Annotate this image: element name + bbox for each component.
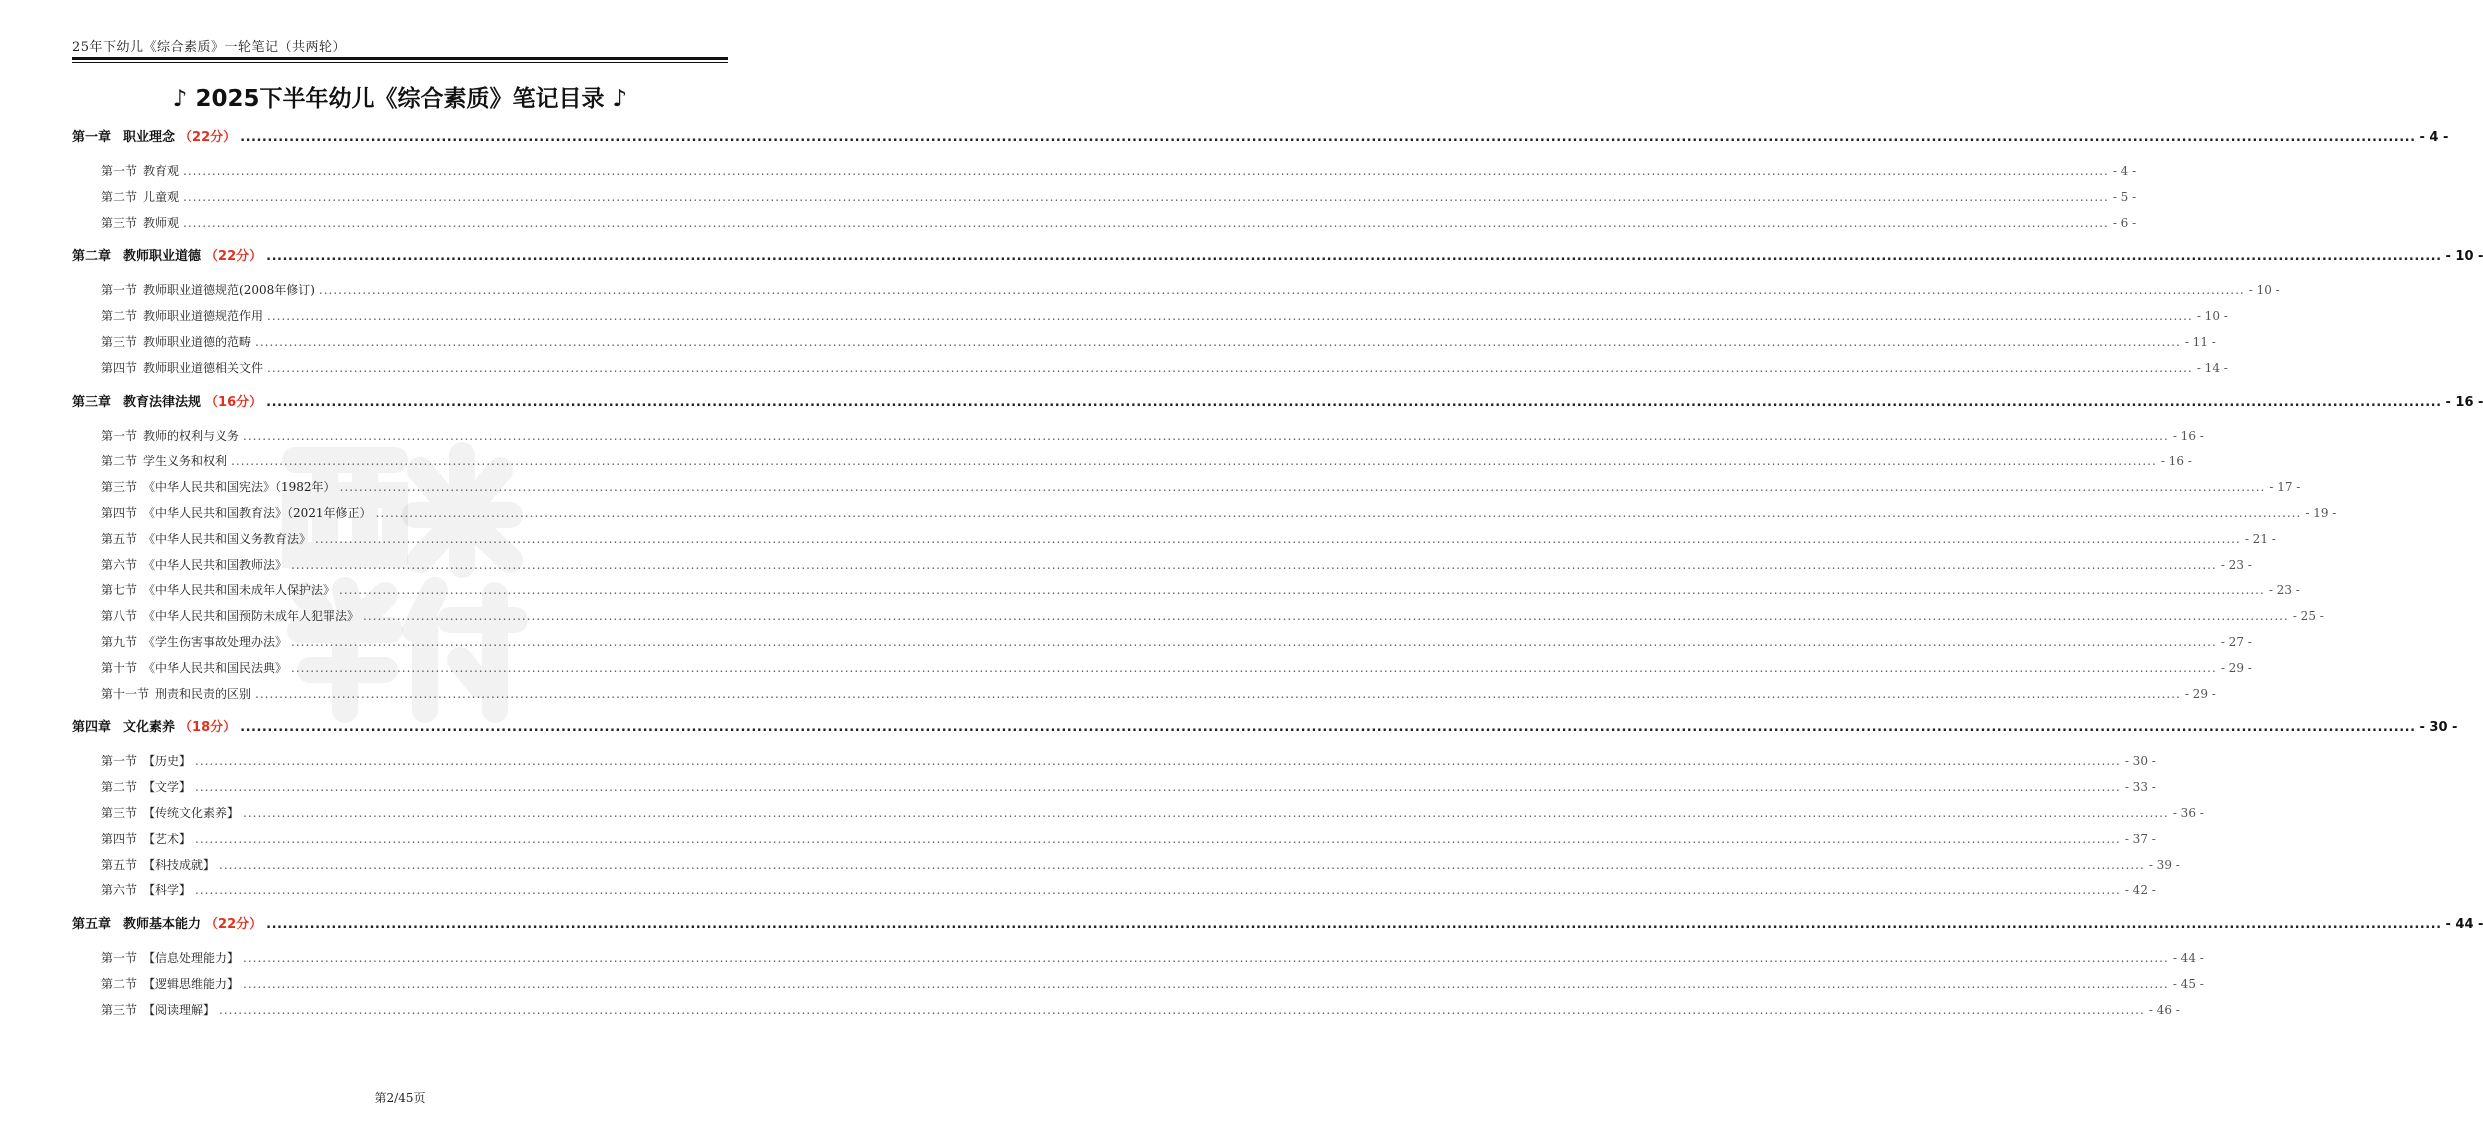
section-title: 【信息处理能力】 bbox=[143, 951, 240, 966]
section-title: 【科技成就】 bbox=[143, 857, 216, 872]
section-number: 第一节 bbox=[101, 428, 138, 443]
section-page-number: - 39 - bbox=[2148, 857, 2180, 872]
section-title: 【逻辑思维能力】 bbox=[143, 976, 240, 991]
section-page-number: - 29 - bbox=[2184, 686, 2216, 701]
dot-leader: ................................................................................................................................................................................................................................................................................................................................................................................................................ bbox=[267, 309, 2193, 324]
header-rule-thin bbox=[72, 62, 728, 63]
section-number: 第二节 bbox=[101, 189, 138, 204]
section-number: 第八节 bbox=[101, 609, 138, 624]
section-number: 第六节 bbox=[101, 557, 138, 572]
dot-leader: ................................................................................................................................................................................................................................................................................................................................................................................................................ bbox=[195, 831, 2121, 846]
dot-leader: ................................................................................................................................................................................................................................................................................................................................................................................................................ bbox=[195, 780, 2121, 795]
section-title: 教师观 bbox=[143, 215, 180, 230]
chapter-label bbox=[72, 913, 262, 932]
dot-leader: ................................................................................................................................................................................................................................................................................................................................................................................................................ bbox=[195, 754, 2121, 769]
section-page-number: - 21 - bbox=[2244, 531, 2276, 546]
chapter-title: 教育法律法规 bbox=[123, 394, 202, 410]
section-label bbox=[101, 581, 335, 598]
section-page-number: - 30 - bbox=[2124, 754, 2156, 769]
chapter-score: （22分） bbox=[205, 917, 263, 933]
section-label bbox=[101, 830, 191, 847]
chapter-page-number: - 4 - bbox=[2419, 130, 2449, 145]
toc-section-entry[interactable] bbox=[72, 188, 2137, 214]
section-number: 第四节 bbox=[101, 831, 138, 846]
section-label bbox=[101, 333, 251, 350]
toc-section-entry[interactable] bbox=[72, 427, 2204, 453]
chapter-title: 职业理念 bbox=[123, 130, 176, 145]
section-label bbox=[101, 188, 179, 205]
section-number: 第五节 bbox=[101, 531, 138, 546]
dot-leader: ................................................................................................................................................................................................................................................................................................................................................................................................................ bbox=[315, 531, 2241, 546]
chapter-page-number: - 44 - bbox=[2445, 917, 2483, 933]
toc-section-entry[interactable] bbox=[72, 607, 2324, 633]
toc-section-entry[interactable] bbox=[72, 633, 2252, 659]
section-title: 【阅读理解】 bbox=[143, 1002, 216, 1017]
toc-section-entry[interactable] bbox=[72, 504, 2337, 530]
section-page-number: - 16 - bbox=[2160, 454, 2192, 469]
section-label bbox=[101, 752, 191, 769]
watermark-text: 西米学府 bbox=[405, 575, 409, 576]
chapter-title: 教师基本能力 bbox=[123, 917, 202, 933]
section-page-number: - 37 - bbox=[2124, 831, 2156, 846]
section-number: 第二节 bbox=[101, 976, 138, 991]
dot-leader: ................................................................................................................................................................................................................................................................................................................................................................................................................ bbox=[339, 583, 2265, 598]
chapter-label bbox=[72, 126, 236, 145]
section-page-number: - 11 - bbox=[2184, 334, 2216, 349]
dot-leader: ................................................................................................................................................................................................................................................................................................................................................................................................................ bbox=[291, 634, 2217, 649]
section-page-number: - 29 - bbox=[2220, 660, 2252, 675]
section-label bbox=[101, 214, 179, 231]
section-number: 第二节 bbox=[101, 780, 138, 795]
section-number: 第二节 bbox=[101, 454, 138, 469]
section-page-number: - 6 - bbox=[2112, 215, 2137, 230]
section-label bbox=[101, 307, 263, 324]
dot-leader: ................................................................................................................................................................................................................................................................................................................................................................................................................ bbox=[240, 720, 2416, 736]
toc-chapter-entry[interactable] bbox=[72, 716, 2458, 742]
section-page-number: - 10 - bbox=[2248, 283, 2280, 298]
section-label bbox=[101, 556, 287, 573]
section-number: 第七节 bbox=[101, 583, 138, 598]
dot-leader: ................................................................................................................................................................................................................................................................................................................................................................................................................ bbox=[363, 609, 2289, 624]
section-label bbox=[101, 856, 215, 873]
section-label bbox=[101, 778, 191, 795]
section-title: 学生义务和权利 bbox=[143, 454, 228, 469]
section-number: 第九节 bbox=[101, 634, 138, 649]
chapter-label bbox=[72, 716, 236, 735]
section-page-number: - 4 - bbox=[2112, 164, 2137, 178]
dot-leader: ................................................................................................................................................................................................................................................................................................................................................................................................................ bbox=[243, 805, 2169, 820]
section-title: 刑责和民责的区别 bbox=[155, 686, 252, 701]
section-label bbox=[101, 281, 315, 298]
section-label bbox=[101, 530, 311, 547]
toc-section-entry[interactable] bbox=[72, 307, 2228, 333]
dot-leader: ................................................................................................................................................................................................................................................................................................................................................................................................................ bbox=[267, 360, 2193, 375]
section-page-number: - 45 - bbox=[2172, 976, 2204, 991]
chapter-number: 第四章 bbox=[72, 720, 112, 736]
section-title: 《学生伤害事故处理办法》 bbox=[143, 634, 288, 649]
section-page-number: - 36 - bbox=[2172, 805, 2204, 820]
toc-chapter-entry[interactable] bbox=[72, 245, 2483, 271]
section-number: 第一节 bbox=[101, 754, 138, 769]
section-title: 教师的权利与义务 bbox=[143, 428, 240, 443]
section-page-number: - 10 - bbox=[2196, 309, 2228, 324]
dot-leader: ................................................................................................................................................................................................................................................................................................................................................................................................................ bbox=[255, 686, 2181, 701]
dot-leader: ................................................................................................................................................................................................................................................................................................................................................................................................................ bbox=[375, 505, 2302, 520]
toc-chapter-entry[interactable] bbox=[72, 913, 2483, 939]
dot-leader: ................................................................................................................................................................................................................................................................................................................................................................................................................ bbox=[231, 454, 2157, 469]
section-title: 教师职业道德的范畴 bbox=[143, 334, 252, 349]
section-number: 第一节 bbox=[101, 951, 138, 966]
dot-leader: ................................................................................................................................................................................................................................................................................................................................................................................................................ bbox=[339, 480, 2266, 495]
toc-section-entry[interactable] bbox=[72, 452, 2192, 478]
section-title: 《中华人民共和国教育法》（2021年修正） bbox=[143, 505, 372, 520]
chapter-score: （16分） bbox=[205, 394, 263, 410]
header-rule-thick bbox=[72, 57, 728, 60]
section-label bbox=[101, 607, 359, 624]
toc-section-entry[interactable] bbox=[72, 530, 2276, 556]
toc-section-entry[interactable] bbox=[72, 949, 2204, 975]
section-number: 第二节 bbox=[101, 309, 138, 324]
section-label bbox=[101, 685, 251, 702]
toc-section-entry[interactable] bbox=[72, 1001, 2180, 1027]
section-label bbox=[101, 949, 239, 966]
toc-section-entry[interactable] bbox=[72, 975, 2204, 1001]
dot-leader: ................................................................................................................................................................................................................................................................................................................................................................................................................ bbox=[183, 164, 2109, 178]
section-page-number: - 23 - bbox=[2268, 583, 2300, 598]
section-number: 第三节 bbox=[101, 480, 138, 495]
section-title: 【文学】 bbox=[143, 780, 192, 795]
toc-section-entry[interactable] bbox=[72, 281, 2280, 307]
section-number: 第四节 bbox=[101, 360, 138, 375]
section-label bbox=[101, 975, 239, 992]
section-number: 第五节 bbox=[101, 857, 138, 872]
dot-leader: ................................................................................................................................................................................................................................................................................................................................................................................................................ bbox=[219, 857, 2145, 872]
toc-section-entry[interactable] bbox=[72, 778, 2156, 804]
dot-leader: ................................................................................................................................................................................................................................................................................................................................................................................................................ bbox=[183, 215, 2109, 230]
toc-section-entry[interactable] bbox=[72, 478, 2301, 504]
section-page-number: - 17 - bbox=[2269, 480, 2301, 495]
section-title: 【传统文化素养】 bbox=[143, 805, 240, 820]
section-title: 教师职业道德规范(2008年修订) bbox=[143, 283, 315, 298]
toc-section-entry[interactable] bbox=[72, 214, 2137, 240]
chapter-label bbox=[72, 391, 262, 410]
dot-leader: ................................................................................................................................................................................................................................................................................................................................................................................................................ bbox=[291, 557, 2217, 572]
dot-leader: ................................................................................................................................................................................................................................................................................................................................................................................................................ bbox=[219, 1002, 2145, 1017]
section-title: 【历史】 bbox=[143, 754, 192, 769]
chapter-number: 第三章 bbox=[72, 394, 112, 410]
dot-leader: ................................................................................................................................................................................................................................................................................................................................................................................................................ bbox=[183, 189, 2109, 204]
page-footer: 第2/45页 bbox=[374, 1091, 426, 1105]
section-number: 第一节 bbox=[101, 283, 138, 298]
toc-section-entry[interactable] bbox=[72, 333, 2216, 359]
section-page-number: - 33 - bbox=[2124, 780, 2156, 795]
dot-leader: ................................................................................................................................................................................................................................................................................................................................................................................................................ bbox=[318, 283, 2245, 298]
section-label bbox=[101, 427, 239, 444]
chapter-page-number: - 30 - bbox=[2419, 720, 2458, 736]
section-title: 【艺术】 bbox=[143, 831, 192, 846]
chapter-title: 文化素养 bbox=[123, 720, 176, 736]
dot-leader: ................................................................................................................................................................................................................................................................................................................................................................................................................ bbox=[243, 951, 2169, 966]
chapter-score: （22分） bbox=[205, 249, 263, 265]
toc-section-entry[interactable] bbox=[72, 162, 2137, 188]
section-title: 教师职业道德规范作用 bbox=[143, 309, 264, 324]
chapter-number: 第二章 bbox=[72, 249, 112, 265]
dot-leader: ................................................................................................................................................................................................................................................................................................................................................................................................................ bbox=[291, 660, 2217, 675]
dot-leader: ................................................................................................................................................................................................................................................................................................................................................................................................................ bbox=[195, 883, 2121, 898]
section-page-number: - 23 - bbox=[2220, 557, 2252, 572]
toc-section-entry[interactable] bbox=[72, 856, 2180, 882]
section-page-number: - 25 - bbox=[2292, 609, 2324, 624]
section-number: 第十节 bbox=[101, 660, 138, 675]
dot-leader: ................................................................................................................................................................................................................................................................................................................................................................................................................ bbox=[240, 130, 2416, 145]
table-of-contents bbox=[72, 122, 2483, 1027]
toc-section-entry[interactable] bbox=[72, 685, 2216, 711]
toc-chapter-entry[interactable] bbox=[72, 391, 2483, 417]
section-label bbox=[101, 633, 287, 650]
toc-section-entry[interactable] bbox=[72, 581, 2300, 607]
toc-section-entry[interactable] bbox=[72, 752, 2156, 778]
section-title: 《中华人民共和国义务教育法》 bbox=[143, 531, 312, 546]
dot-leader: ................................................................................................................................................................................................................................................................................................................................................................................................................ bbox=[266, 917, 2442, 933]
section-label bbox=[101, 804, 239, 821]
section-title: 《中华人民共和国民法典》 bbox=[143, 660, 288, 675]
section-page-number: - 42 - bbox=[2124, 883, 2156, 898]
section-number: 第三节 bbox=[101, 334, 138, 349]
dot-leader: ................................................................................................................................................................................................................................................................................................................................................................................................................ bbox=[266, 249, 2442, 265]
section-title: 教育观 bbox=[143, 164, 180, 178]
section-label bbox=[101, 452, 227, 469]
chapter-number: 第一章 bbox=[72, 130, 112, 145]
section-title: 《中华人民共和国教师法》 bbox=[143, 557, 288, 572]
section-page-number: - 46 - bbox=[2148, 1002, 2180, 1017]
section-number: 第一节 bbox=[101, 164, 138, 178]
section-label bbox=[101, 478, 336, 495]
dot-leader: ................................................................................................................................................................................................................................................................................................................................................................................................................ bbox=[243, 976, 2169, 991]
toc-section-entry[interactable] bbox=[72, 359, 2228, 385]
section-page-number: - 19 - bbox=[2305, 505, 2337, 520]
section-title: 《中华人民共和国预防未成年人犯罪法》 bbox=[143, 609, 360, 624]
chapter-title: 教师职业道德 bbox=[123, 249, 202, 265]
section-label bbox=[101, 1001, 215, 1018]
chapter-number: 第五章 bbox=[72, 917, 112, 933]
section-title: 儿童观 bbox=[143, 189, 180, 204]
chapter-score: （22分） bbox=[179, 130, 237, 145]
toc-section-entry[interactable] bbox=[72, 804, 2204, 830]
section-number: 第十一节 bbox=[101, 686, 150, 701]
dot-leader: ................................................................................................................................................................................................................................................................................................................................................................................................................ bbox=[255, 334, 2181, 349]
section-number: 第三节 bbox=[101, 1002, 138, 1017]
section-title: 《中华人民共和国宪法》（1982年） bbox=[143, 480, 336, 495]
dot-leader: ................................................................................................................................................................................................................................................................................................................................................................................................................ bbox=[266, 394, 2442, 410]
section-page-number: - 5 - bbox=[2112, 189, 2137, 204]
section-number: 第四节 bbox=[101, 505, 138, 520]
toc-section-entry[interactable] bbox=[72, 556, 2252, 582]
toc-section-entry[interactable] bbox=[72, 830, 2156, 856]
dot-leader: ................................................................................................................................................................................................................................................................................................................................................................................................................ bbox=[243, 428, 2169, 443]
running-header: 25年下幼儿《综合素质》一轮笔记（共两轮） bbox=[72, 40, 347, 55]
section-label bbox=[101, 659, 287, 676]
section-page-number: - 44 - bbox=[2172, 951, 2204, 966]
chapter-page-number: - 16 - bbox=[2445, 394, 2483, 410]
section-title: 教师职业道德相关文件 bbox=[143, 360, 264, 375]
section-number: 第三节 bbox=[101, 215, 138, 230]
section-label bbox=[101, 359, 263, 376]
toc-chapter-entry[interactable] bbox=[72, 126, 2449, 152]
toc-section-entry[interactable] bbox=[72, 659, 2252, 685]
page-title: ♪ 2025下半年幼儿《综合素质》笔记目录 ♪ bbox=[172, 86, 628, 112]
section-title: 【科学】 bbox=[143, 883, 192, 898]
section-page-number: - 27 - bbox=[2220, 634, 2252, 649]
section-title: 《中华人民共和国未成年人保护法》 bbox=[143, 583, 336, 598]
section-label bbox=[101, 881, 191, 898]
toc-section-entry[interactable] bbox=[72, 881, 2156, 907]
section-page-number: - 16 - bbox=[2172, 428, 2204, 443]
section-page-number: - 14 - bbox=[2196, 360, 2228, 375]
section-number: 第三节 bbox=[101, 805, 138, 820]
section-label bbox=[101, 162, 179, 179]
section-number: 第六节 bbox=[101, 883, 138, 898]
section-label bbox=[101, 504, 372, 521]
chapter-label bbox=[72, 245, 262, 264]
chapter-page-number: - 10 - bbox=[2445, 249, 2483, 265]
chapter-score: （18分） bbox=[179, 720, 237, 736]
